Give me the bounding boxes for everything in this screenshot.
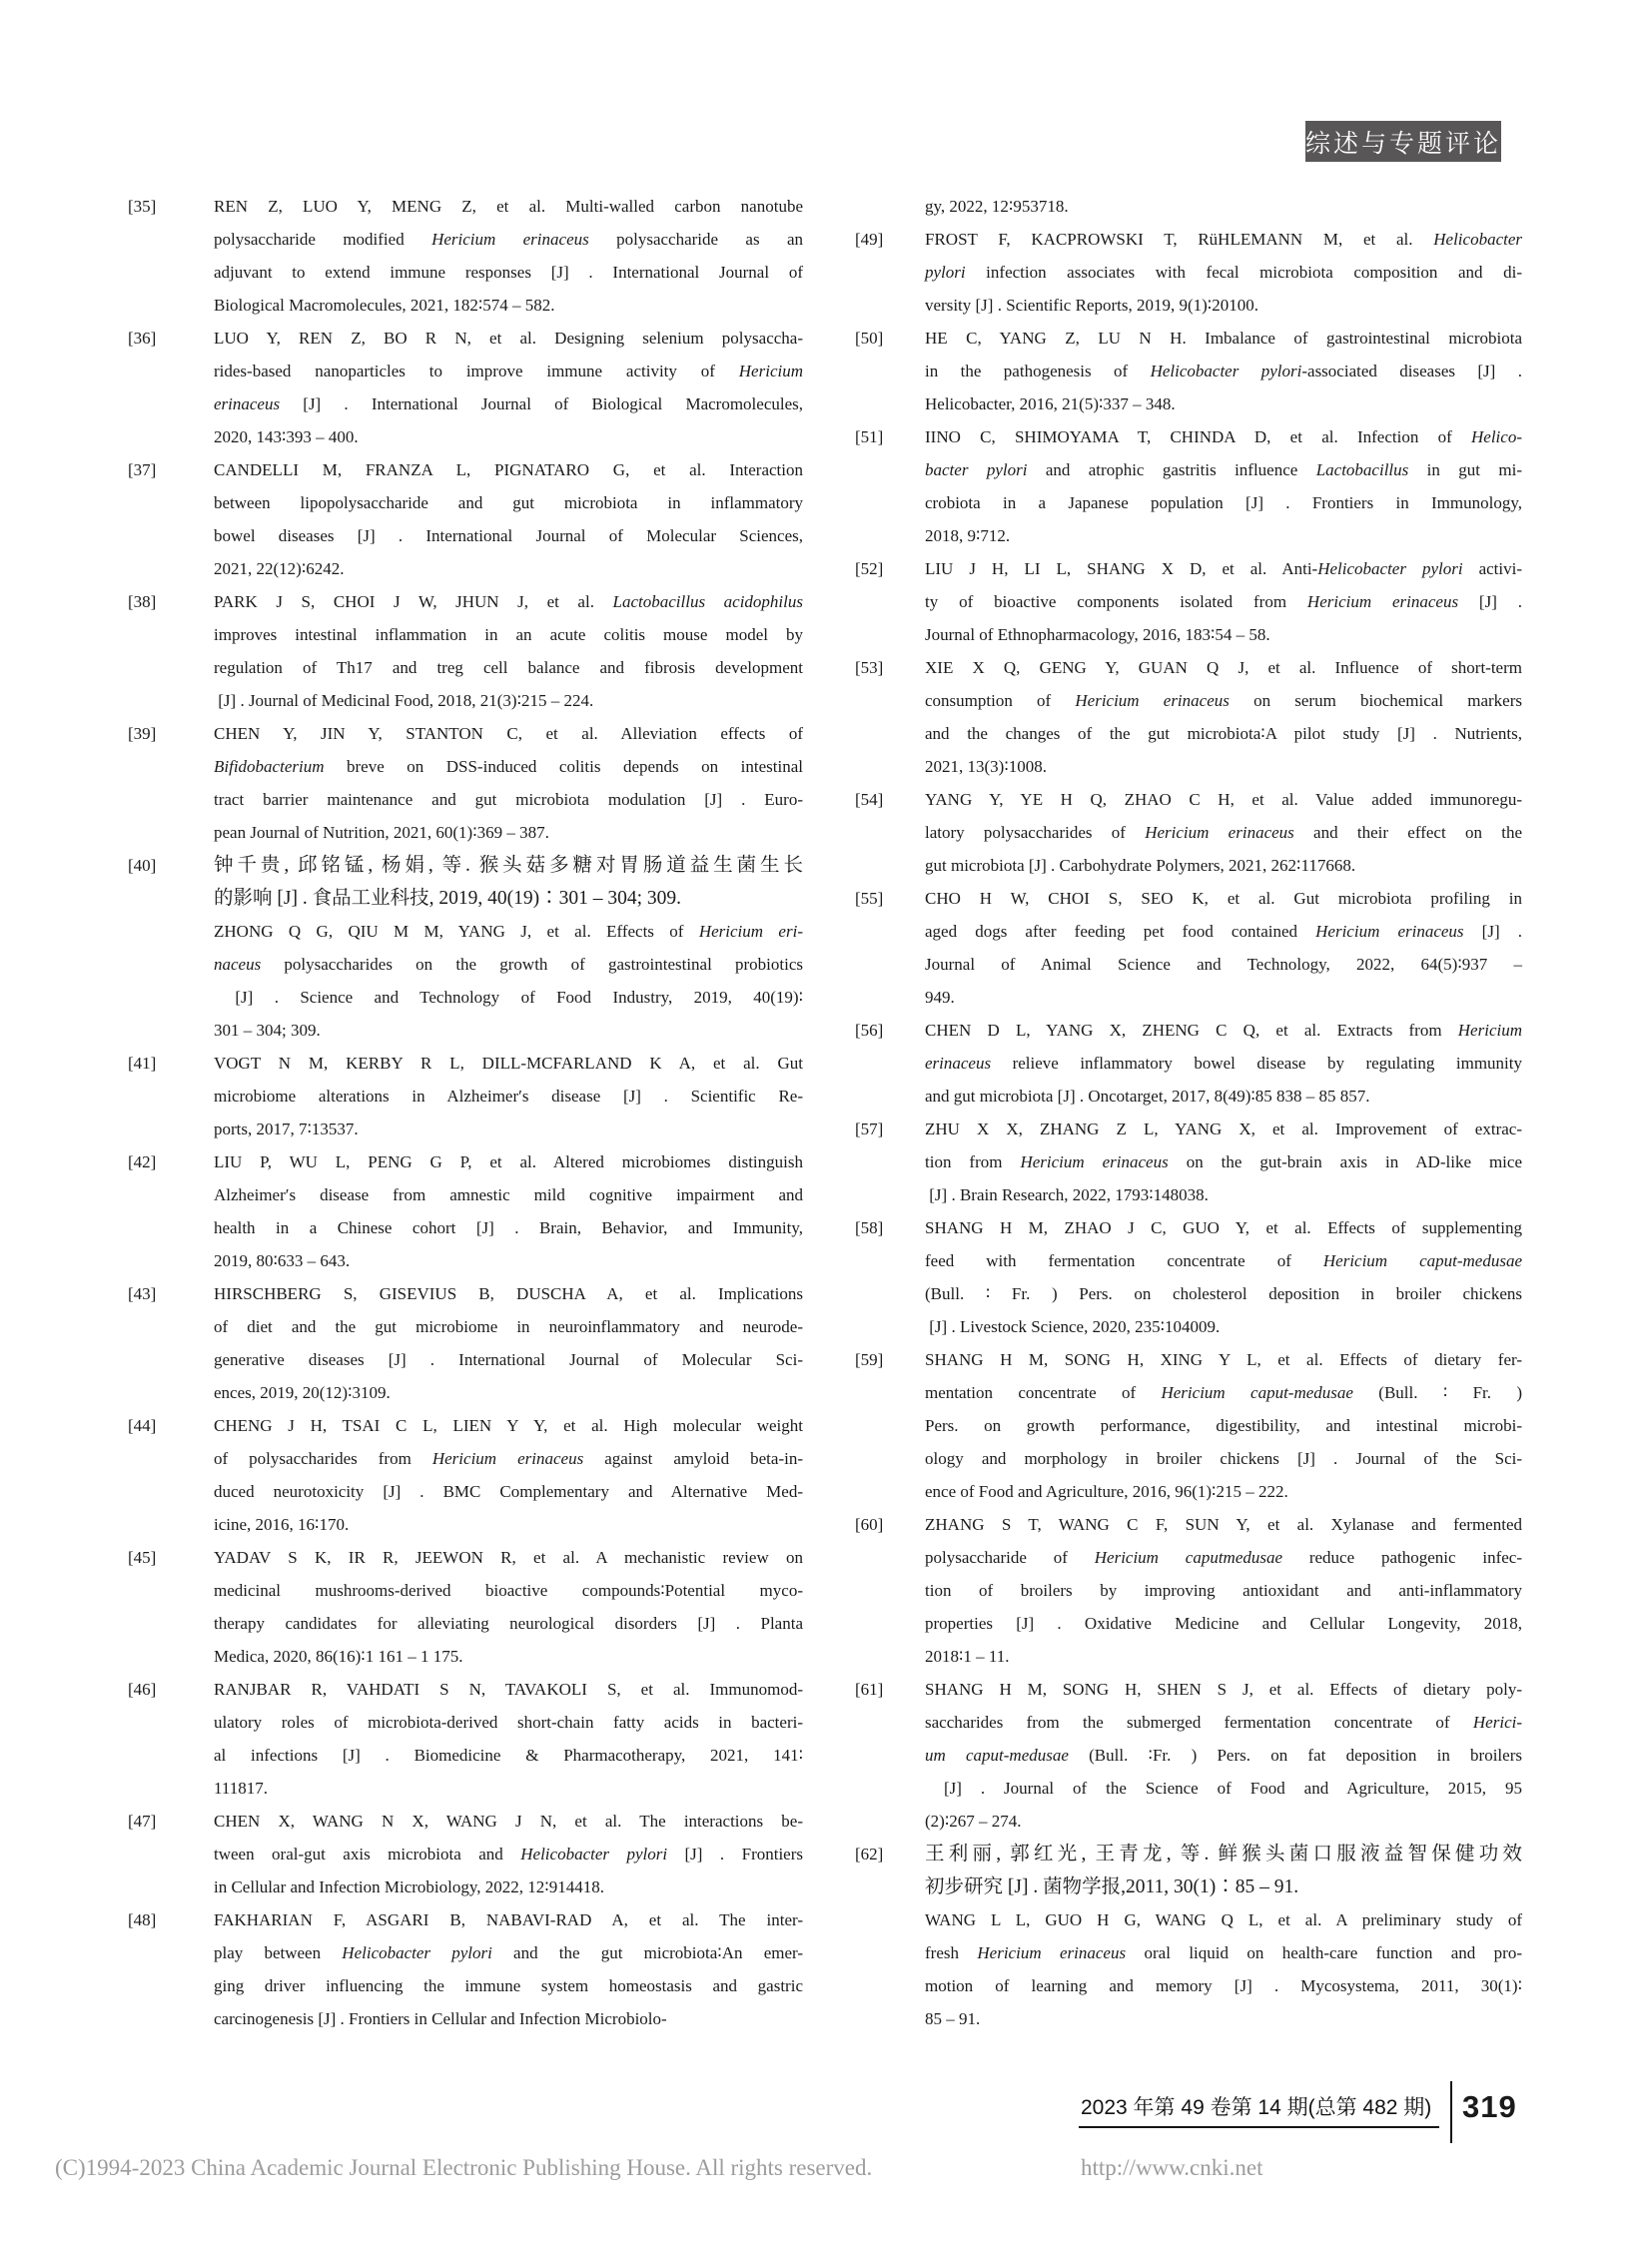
reference-number: [56] (855, 1021, 884, 1040)
reference-item (128, 453, 803, 585)
reference-line: 2020, 143∶393 – 400. (214, 427, 359, 446)
reference-number: [47] (128, 1812, 157, 1831)
reference-line: ence of Food and Agriculture, 2016, 96(1)∶215 – 222. (925, 1482, 1288, 1501)
reference-line: XIE X Q, GENG Y, GUAN Q J, et al. Influence of short-term (925, 658, 1522, 677)
reference-line: medicinal mushrooms-derived bioactive compounds∶Potential myco- (214, 1581, 803, 1600)
reference-part (925, 1903, 1522, 2035)
reference-line: in the pathogenesis of Helicobacter pylori-associated diseases [J] . (925, 362, 1522, 380)
reference-part (214, 1145, 803, 1277)
references-column-right (855, 190, 1522, 2035)
footer-divider (1450, 2081, 1452, 2143)
reference-number: [38] (128, 592, 157, 611)
reference-item (128, 717, 803, 849)
reference-line: tion of broilers by improving antioxidant and anti-inflammatory (925, 1581, 1522, 1600)
reference-line: [J] . Livestock Science, 2020, 235∶104009. (925, 1317, 1221, 1336)
reference-line: fresh Hericium erinaceus oral liquid on health-care function and pro- (925, 1943, 1522, 1962)
references-column-left (128, 190, 803, 2035)
reference-number: [40] (128, 856, 157, 875)
reference-line: ZHU X X, ZHANG Z L, YANG X, et al. Improvement of extrac- (925, 1120, 1522, 1138)
reference-line: properties [J] . Oxidative Medicine and Cellular Longevity, 2018, (925, 1614, 1522, 1633)
reference-line: mentation concentrate of Hericium caput-medusae (Bull. ∶ Fr. ) (925, 1383, 1522, 1402)
reference-line: polysaccharide modified Hericium erinaceus polysaccharide as an (214, 230, 803, 249)
reference-item (128, 585, 803, 717)
reference-line: 2019, 80∶633 – 643. (214, 1251, 351, 1270)
reference-line: LUO Y, REN Z, BO R N, et al. Designing selenium polysaccha- (214, 329, 803, 348)
reference-line: aged dogs after feeding pet food contained Hericium erinaceus [J] . (925, 922, 1522, 941)
reference-line: in Cellular and Infection Microbiology, 2022, 12∶914418. (214, 1877, 604, 1896)
reference-part (925, 1838, 1522, 1903)
reference-number: [44] (128, 1416, 157, 1435)
reference-line: pylori infection associates with fecal microbiota composition and di- (925, 263, 1522, 282)
reference-part (214, 1903, 803, 2035)
reference-line: bacter pylori and atrophic gastritis influence Lactobacillus in gut mi- (925, 460, 1522, 479)
reference-line: 2021, 13(3)∶1008. (925, 757, 1047, 776)
reference-line: Alzheimer′s disease from amnestic mild cognitive impairment and (214, 1185, 803, 1204)
reference-line: ging driver influencing the immune system homeostasis and gastric (214, 1976, 803, 1995)
reference-item (128, 1541, 803, 1673)
reference-item (855, 783, 1522, 882)
reference-line: FAKHARIAN F, ASGARI B, NABAVI-RAD A, et al. The inter- (214, 1910, 803, 1929)
reference-line: SHANG H M, ZHAO J C, GUO Y, et al. Effects of supplementing (925, 1218, 1522, 1237)
reference-item (855, 1508, 1522, 1673)
reference-line: 2021, 22(12)∶6242. (214, 559, 345, 578)
reference-line: HIRSCHBERG S, GISEVIUS B, DUSCHA A, et al. Implications (214, 1284, 803, 1303)
reference-line: RANJBAR R, VAHDATI S N, TAVAKOLI S, et al. Immunomod- (214, 1680, 803, 1699)
reference-line: of diet and the gut microbiome in neuroinflammatory and neurode- (214, 1317, 803, 1336)
reference-line: Biological Macromolecules, 2021, 182∶574 – 582. (214, 296, 555, 315)
reference-line: of polysaccharides from Hericium erinaceus against amyloid beta-in- (214, 1449, 803, 1468)
reference-line: LIU J H, LI L, SHANG X D, et al. Anti-Helicobacter pylori activi- (925, 559, 1522, 578)
reference-part (214, 717, 803, 849)
section-tag-label: 综述与专题评论 (1305, 129, 1502, 158)
reference-item (855, 882, 1522, 1014)
reference-number: [52] (855, 559, 884, 578)
reference-part (925, 882, 1522, 1014)
reference-line: 2018, 9∶712. (925, 526, 1011, 545)
reference-line: ty of bioactive components isolated from Hericium erinaceus [J] . (925, 592, 1522, 611)
reference-line: 301 – 304; 309. (214, 1021, 321, 1040)
reference-number: [55] (855, 889, 884, 908)
reference-line: 2018∶1 – 11. (925, 1647, 1010, 1666)
reference-line: Bifidobacterium breve on DSS-induced colitis depends on intestinal (214, 757, 803, 776)
reference-item (855, 322, 1522, 420)
reference-line: SHANG H M, SONG H, SHEN S J, et al. Effects of dietary poly- (925, 1680, 1522, 1699)
reference-line: FROST F, KACPROWSKI T, RüHLEMANN M, et al. Helicobacter (925, 230, 1522, 249)
reference-line: CHEN Y, JIN Y, STANTON C, et al. Alleviation effects of (214, 724, 803, 743)
reference-line: tract barrier maintenance and gut microbiota modulation [J] . Euro- (214, 790, 803, 809)
reference-line: duced neurotoxicity [J] . BMC Complementary and Alternative Med- (214, 1482, 803, 1501)
reference-line: latory polysaccharides of Hericium erinaceus and their effect on the (925, 823, 1522, 842)
reference-item (128, 1277, 803, 1409)
reference-number: [54] (855, 790, 884, 809)
reference-number: [42] (128, 1152, 157, 1171)
reference-number: [36] (128, 329, 157, 348)
reference-line: um caput-medusae (Bull. ∶Fr. ) Pers. on fat deposition in broilers (925, 1746, 1522, 1765)
reference-line: LIU P, WU L, PENG G P, et al. Altered microbiomes distinguish (214, 1152, 803, 1171)
reference-line: Medica, 2020, 86(16)∶1 161 – 1 175. (214, 1647, 463, 1666)
reference-line: REN Z, LUO Y, MENG Z, et al. Multi-walled carbon nanotube (214, 197, 803, 216)
reference-line: erinaceus relieve inflammatory bowel disease by regulating immunity (925, 1054, 1522, 1073)
reference-line: CHENG J H, TSAI C L, LIEN Y Y, et al. High molecular weight (214, 1416, 803, 1435)
reference-number: [58] (855, 1218, 884, 1237)
reference-line: motion of learning and memory [J] . Mycosystema, 2011, 30(1)∶ (925, 1976, 1522, 1995)
reference-line: ports, 2017, 7∶13537. (214, 1120, 359, 1138)
reference-part (925, 1113, 1522, 1211)
reference-line: CANDELLI M, FRANZA L, PIGNATARO G, et al. Interaction (214, 460, 803, 479)
reference-number: [37] (128, 460, 157, 479)
reference-number: [35] (128, 197, 157, 216)
reference-line: tion from Hericium erinaceus on the gut-brain axis in AD-like mice (925, 1152, 1522, 1171)
reference-line: consumption of Hericium erinaceus on serum biochemical markers (925, 691, 1522, 710)
reference-line: icine, 2016, 16∶170. (214, 1515, 350, 1534)
reference-line: crobiota in a Japanese population [J] . Frontiers in Immunology, (925, 493, 1522, 512)
reference-line: ZHONG Q G, QIU M M, YANG J, et al. Effects of Hericium eri- (214, 922, 803, 941)
page-number: 319 (1462, 2089, 1517, 2124)
reference-line: VOGT N M, KERBY R L, DILL-MCFARLAND K A, et al. Gut (214, 1054, 803, 1073)
reference-line: HE C, YANG Z, LU N H. Imbalance of gastrointestinal microbiota (925, 329, 1522, 348)
reference-part (925, 190, 1522, 223)
reference-line: polysaccharide of Hericium caputmedusae reduce pathogenic infec- (925, 1548, 1522, 1567)
reference-line: WANG L L, GUO H G, WANG Q L, et al. A preliminary study of (925, 1910, 1522, 1929)
reference-line: health in a Chinese cohort [J] . Brain, Behavior, and Immunity, (214, 1218, 803, 1237)
reference-part (214, 190, 803, 322)
reference-part (925, 1508, 1522, 1673)
reference-line: regulation of Th17 and treg cell balance and fibrosis development (214, 658, 803, 677)
reference-number: [50] (855, 329, 884, 348)
reference-number: [49] (855, 230, 884, 249)
reference-line: al infections [J] . Biomedicine & Pharmacotherapy, 2021, 141∶ (214, 1746, 803, 1765)
reference-number: [48] (128, 1910, 157, 1929)
reference-line: generative diseases [J] . International Journal of Molecular Sci- (214, 1350, 803, 1369)
reference-line: ences, 2019, 20(12)∶3109. (214, 1383, 391, 1402)
reference-part (925, 552, 1522, 651)
reference-part (214, 1541, 803, 1673)
reference-line: saccharides from the submerged fermentation concentrate of Herici- (925, 1713, 1522, 1732)
reference-line: feed with fermentation concentrate of Hericium caput-medusae (925, 1251, 1523, 1270)
reference-item (128, 322, 803, 453)
reference-part (214, 453, 803, 585)
reference-part (214, 1409, 803, 1541)
reference-item (128, 190, 803, 322)
reference-part (214, 915, 803, 1047)
reference-item (855, 1673, 1522, 1838)
reference-item (855, 1014, 1522, 1113)
reference-line: CHEN D L, YANG X, ZHENG C Q, et al. Extracts from Hericium (925, 1021, 1522, 1040)
reference-number: [46] (128, 1680, 157, 1699)
reference-item (855, 1838, 1522, 2035)
reference-item (855, 223, 1522, 322)
reference-line: CHEN X, WANG N X, WANG J N, et al. The interactions be- (214, 1812, 803, 1831)
reference-number: [61] (855, 1680, 884, 1699)
reference-part (214, 1805, 803, 1903)
page-footer (1079, 2081, 1528, 2143)
reference-number: [43] (128, 1284, 157, 1303)
reference-line: between lipopolysaccharide and gut microbiota in inflammatory (214, 493, 803, 512)
reference-item (855, 190, 1522, 223)
reference-part (925, 1211, 1522, 1343)
reference-line: therapy candidates for alleviating neurological disorders [J] . Planta (214, 1614, 803, 1633)
reference-line: versity [J] . Scientific Reports, 2019, 9(1)∶20100. (925, 296, 1258, 315)
reference-line: SHANG H M, SONG H, XING Y L, et al. Effects of dietary fer- (925, 1350, 1522, 1369)
reference-line: YADAV S K, IR R, JEEWON R, et al. A mechanistic review on (214, 1548, 803, 1567)
reference-number: [41] (128, 1054, 157, 1073)
reference-part (214, 1047, 803, 1145)
reference-part (925, 783, 1522, 882)
reference-item (128, 1047, 803, 1145)
reference-part (214, 1277, 803, 1409)
site-url: http://www.cnki.net (1081, 2155, 1263, 2180)
reference-item (855, 1211, 1522, 1343)
reference-number: [62] (855, 1845, 884, 1864)
reference-line: Pers. on growth performance, digestibility, and intestinal microbi- (925, 1416, 1522, 1435)
reference-line: [J] . Journal of the Science of Food and Agriculture, 2015, 95 (925, 1779, 1522, 1798)
reference-line: PARK J S, CHOI J W, JHUN J, et al. Lactobacillus acidophilus (214, 592, 803, 611)
reference-line: tween oral-gut axis microbiota and Helicobacter pylori [J] . Frontiers (214, 1845, 803, 1864)
reference-part (214, 585, 803, 717)
reference-number: [51] (855, 427, 884, 446)
reference-item (128, 1673, 803, 1805)
reference-line: pean Journal of Nutrition, 2021, 60(1)∶369 – 387. (214, 823, 549, 842)
reference-line: and gut microbiota [J] . Oncotarget, 2017, 8(49)∶85 838 – 85 857. (925, 1087, 1370, 1106)
reference-part (214, 849, 803, 915)
reference-part (214, 322, 803, 453)
reference-line: ZHANG S T, WANG C F, SUN Y, et al. Xylanase and fermented (925, 1515, 1522, 1534)
issue-info: 2023 年第 49 卷第 14 期(总第 482 期) (1079, 2091, 1439, 2128)
reference-item (855, 651, 1522, 783)
reference-part (925, 1343, 1522, 1508)
reference-number: [59] (855, 1350, 884, 1369)
reference-line: 111817. (214, 1779, 268, 1798)
reference-item (855, 420, 1522, 552)
reference-line: Journal of Ethnopharmacology, 2016, 183∶54 – 58. (925, 625, 1270, 644)
reference-line: CHO H W, CHOI S, SEO K, et al. Gut microbiota profiling in (925, 889, 1522, 908)
reference-line: carcinogenesis [J] . Frontiers in Cellular and Infection Microbiolo- (214, 2009, 667, 2028)
reference-item (855, 552, 1522, 651)
reference-item (128, 1145, 803, 1277)
copyright-text: (C)1994-2023 China Academic Journal Electronic Publishing House. All rights reserved. (55, 2155, 873, 2180)
reference-item (855, 1113, 1522, 1211)
reference-line: 949. (925, 988, 955, 1007)
reference-line: YANG Y, YE H Q, ZHAO C H, et al. Value added immunoregu- (925, 790, 1522, 809)
reference-line: ulatory roles of microbiota-derived short-chain fatty acids in bacteri- (214, 1713, 803, 1732)
reference-line: gut microbiota [J] . Carbohydrate Polymers, 2021, 262∶117668. (925, 856, 1356, 875)
reference-line: (2)∶267 – 274. (925, 1812, 1022, 1831)
reference-part (925, 223, 1522, 322)
reference-line: naceus polysaccharides on the growth of gastrointestinal probiotics (214, 955, 803, 974)
copyright-bar (0, 2155, 1652, 2195)
reference-line: and the changes of the gut microbiota∶A pilot study [J] . Nutrients, (925, 724, 1522, 743)
reference-line: gy, 2022, 12∶953718. (925, 197, 1069, 216)
reference-line: 初步研究 [J] . 菌物学报,2011, 30(1)∶85 – 91. (925, 1876, 1299, 1897)
reference-line: microbiome alterations in Alzheimer′s disease [J] . Scientific Re- (214, 1087, 803, 1106)
reference-item (128, 849, 803, 1047)
reference-line: adjuvant to extend immune responses [J] . International Journal of (214, 263, 803, 282)
reference-number: [57] (855, 1120, 884, 1138)
reference-line: Helicobacter, 2016, 21(5)∶337 – 348. (925, 394, 1176, 413)
reference-line: IINO C, SHIMOYAMA T, CHINDA D, et al. Infection of Helico- (925, 427, 1522, 446)
reference-part (925, 322, 1522, 420)
section-tag (1305, 121, 1501, 162)
reference-number: [53] (855, 658, 884, 677)
reference-part (214, 1673, 803, 1805)
reference-part (925, 1014, 1522, 1113)
reference-line: improves intestinal inflammation in an acute colitis mouse model by (214, 625, 803, 644)
reference-line: bowel diseases [J] . International Journal of Molecular Sciences, (214, 526, 803, 545)
reference-item (855, 1343, 1522, 1508)
reference-line: [J] . Science and Technology of Food Industry, 2019, 40(19)∶ (214, 988, 803, 1007)
reference-line: (Bull. ∶ Fr. ) Pers. on cholesterol deposition in broiler chickens (925, 1284, 1522, 1303)
reference-line: play between Helicobacter pylori and the gut microbiota∶An emer- (214, 1943, 803, 1962)
reference-line: [J] . Brain Research, 2022, 1793∶148038. (925, 1185, 1209, 1204)
reference-part (925, 420, 1522, 552)
reference-line: 的影响 [J] . 食品工业科技, 2019, 40(19)∶301 – 304; 309. (214, 888, 681, 909)
reference-item (128, 1903, 803, 2035)
reference-line: ology and morphology in broiler chickens [J] . Journal of the Sci- (925, 1449, 1522, 1468)
reference-item (128, 1409, 803, 1541)
reference-item (128, 1805, 803, 1903)
reference-line: 王利丽, 郭红光, 王青龙, 等. 鲜猴头菌口服液益智保健功效 (925, 1844, 1522, 1865)
reference-line: Journal of Animal Science and Technology, 2022, 64(5)∶937 – (925, 955, 1522, 974)
reference-line: [J] . Journal of Medicinal Food, 2018, 21(3)∶215 – 224. (214, 691, 594, 710)
reference-number: [45] (128, 1548, 157, 1567)
reference-line: 钟千贵, 邱铭锰, 杨娟, 等. 猴头菇多糖对胃肠道益生菌生长 (214, 855, 803, 876)
reference-number: [39] (128, 724, 157, 743)
reference-line: rides-based nanoparticles to improve immune activity of Hericium (214, 362, 803, 380)
reference-part (925, 651, 1522, 783)
reference-line: 85 – 91. (925, 2009, 981, 2028)
reference-number: [60] (855, 1515, 884, 1534)
reference-part (925, 1673, 1522, 1838)
reference-line: erinaceus [J] . International Journal of Biological Macromolecules, (214, 394, 803, 413)
